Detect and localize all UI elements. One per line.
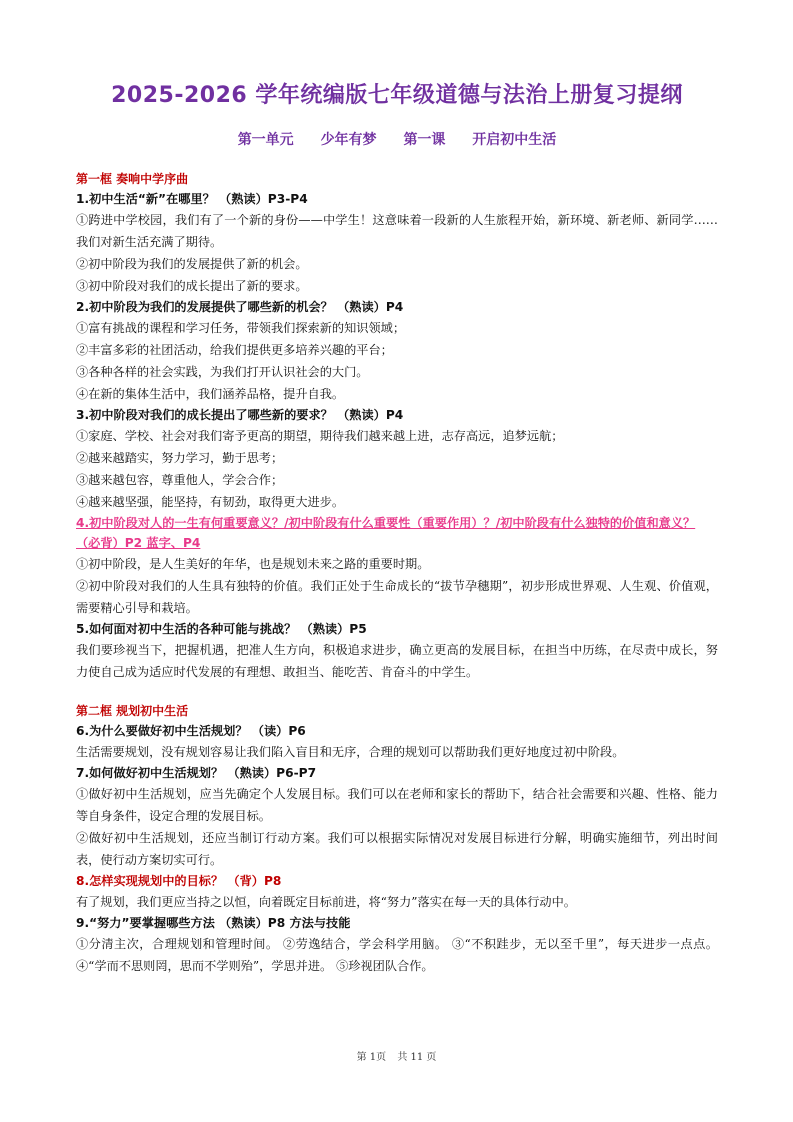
- section-gap: [76, 683, 718, 701]
- question-heading: 8.怎样实现规划中的目标？ （背）P8: [76, 874, 282, 888]
- page-title: 2025-2026 学年统编版七年级道德与法治上册复习提纲: [111, 83, 683, 108]
- question-heading: 9.“努力”要掌握哪些方法 （熟读）P8 方法与技能: [76, 916, 351, 930]
- answer-line: ③初中阶段对我们的成长提出了新的要求。: [76, 279, 308, 293]
- answer-line: ②初中阶段为我们的发展提供了新的机会。: [76, 257, 308, 271]
- answer-line: ④在新的集体生活中，我们涵养品格，提升自我。: [76, 387, 345, 401]
- answer-line: ③越来越包容，尊重他人，学会合作；: [76, 473, 284, 487]
- question-heading: 4.初中阶段对人的一生有何重要意义？/初中阶段有什么重要性（重要作用）？/初中阶段有什么独特的价值和意义？ （必背）P2 蓝字、P4: [76, 516, 696, 550]
- answer-line: ①初中阶段，是人生美好的年华，也是规划未来之路的重要时期。: [76, 557, 430, 571]
- answer-line: ①家庭、学校、社会对我们寄予更高的期望，期待我们越来越上进，志存高远，追梦远航；: [76, 429, 564, 443]
- answer-line: ②丰富多彩的社团活动，给我们提供更多培养兴趣的平台；: [76, 343, 393, 357]
- unit-subtitle: [76, 129, 718, 149]
- answer-line: 有了规划，我们更应当持之以恒，向着既定目标前进，将“努力”落实在每一天的具体行动中。: [76, 895, 576, 909]
- unit-label: 第一单元: [237, 132, 294, 148]
- answer-line: ②做好初中生活规划，还应当制订行动方案。我们可以根据实际情况对发展目标进行分解，明确实施细节，列出时间表，使行动方案切实可行。: [76, 831, 718, 867]
- question-heading: 6.为什么要做好初中生活规划？ （读）P6: [76, 724, 306, 738]
- answer-line: ①跨进中学校园，我们有了一个新的身份——中学生！这意味着一段新的人生旅程开始，新环境、新老师、新同学……我们对新生活充满了期待。: [76, 213, 718, 249]
- page-number: 第 1页: [356, 1052, 387, 1063]
- unit-name: 少年有梦: [320, 132, 377, 148]
- answer-line: ①分清主次，合理规划和管理时间。 ②劳逸结合，学会科学用脑。 ③“不积跬步，无以至千里”，每天进步一点点。 ④“学而不思则罔，思而不学则殆”，学思并进。 ⑤珍视团队合作。: [76, 937, 718, 973]
- lesson-label: 第一课: [403, 132, 446, 148]
- answer-line: ④越来越坚强，能坚持，有韧劲，取得更大进步。: [76, 495, 345, 509]
- answer-line: ①做好初中生活规划，应当先确定个人发展目标。我们可以在老师和家长的帮助下，结合社会需要和兴趣、性格、能力等自身条件，设定合理的发展目标。: [76, 787, 718, 823]
- answer-line: ②越来越踏实，努力学习，勤于思考；: [76, 451, 284, 465]
- answer-line: 生活需要规划，没有规划容易让我们陷入盲目和无序，合理的规划可以帮助我们更好地度过初中阶段。: [76, 745, 625, 759]
- question-heading: 2.初中阶段为我们的发展提供了哪些新的机会？ （熟读）P4: [76, 300, 404, 314]
- answer-line: ①富有挑战的课程和学习任务，带领我们探索新的知识领域；: [76, 321, 406, 335]
- document-page: [76, 78, 718, 977]
- question-heading: 5.如何面对初中生活的各种可能与挑战？ （熟读）P5: [76, 622, 367, 636]
- page-footer: [0, 1048, 793, 1063]
- answer-line: 我们要珍视当下，把握机遇，把准人生方向，积极追求进步，确立更高的发展目标，在担当中历练，在尽责中成长，努力使自己成为适应时代发展的有理想、敢担当、能吃苦、肯奋斗的中学生。: [76, 643, 718, 679]
- outline-content: [76, 169, 718, 977]
- frame-heading: 第一框 奏响中学序曲: [76, 172, 189, 186]
- frame-heading: 第二框 规划初中生活: [76, 704, 189, 718]
- answer-line: ③各种各样的社会实践，为我们打开认识社会的大门。: [76, 365, 369, 379]
- answer-line: ②初中阶段对我们的人生具有独特的价值。我们正处于生命成长的“拔节孕穗期”，初步形成世界观、人生观、价值观，需要精心引导和栽培。: [76, 579, 718, 615]
- page-total: 共 11 页: [397, 1052, 437, 1063]
- question-heading: 1.初中生活“新”在哪里？ （熟读）P3-P4: [76, 192, 308, 206]
- question-heading: 3.初中阶段对我们的成长提出了哪些新的要求？ （熟读）P4: [76, 408, 404, 422]
- lesson-name: 开启初中生活: [472, 132, 557, 148]
- question-heading: 7.如何做好初中生活规划？ （熟读）P6-P7: [76, 766, 317, 780]
